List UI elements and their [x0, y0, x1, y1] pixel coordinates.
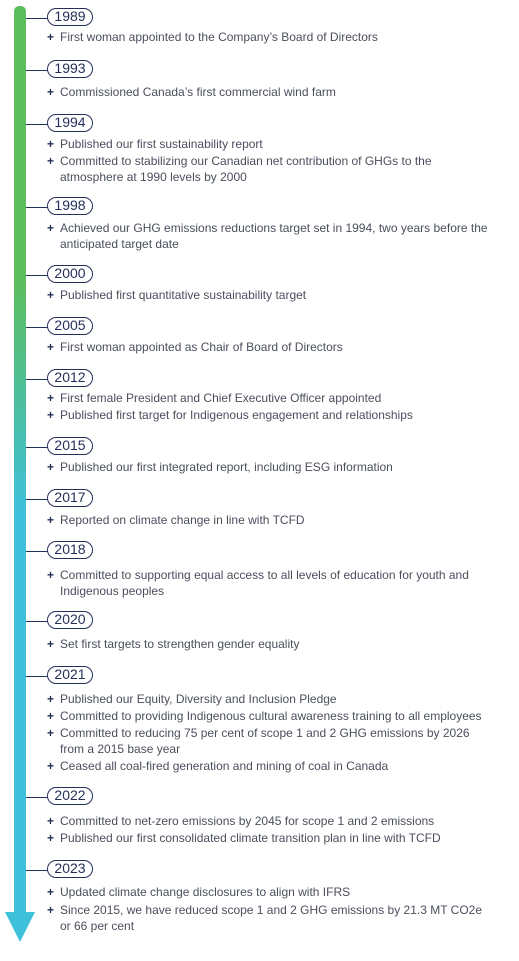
milestone-text-line: First woman appointed to the Company’s Board of Directors — [60, 30, 378, 44]
plus-icon: + — [47, 137, 55, 151]
milestone-text — [60, 408, 500, 424]
milestone-text-line: Achieved our GHG emissions reductions target set in 1994, two years before the — [60, 221, 488, 235]
milestone-text — [60, 637, 500, 653]
milestone-text — [60, 340, 500, 356]
plus-icon: + — [47, 288, 55, 302]
milestone-text-line: Committed to reducing 75 per cent of scope 1 and 2 GHG emissions by 2026 — [60, 726, 470, 740]
year-connector — [26, 499, 48, 500]
milestone-text — [60, 568, 500, 599]
milestone-text — [60, 154, 500, 185]
plus-icon: + — [47, 513, 55, 527]
milestone-text-line: Published our first integrated report, including ESG information — [60, 460, 393, 474]
milestone-text — [60, 137, 500, 153]
plus-icon: + — [47, 831, 55, 845]
year-connector — [26, 207, 48, 208]
plus-icon: + — [47, 154, 55, 168]
year-badge: 1993 — [47, 60, 93, 78]
milestone-text-line: Published our first sustainability report — [60, 137, 263, 151]
year-badge: 2018 — [47, 541, 93, 559]
year-connector — [26, 18, 48, 19]
plus-icon: + — [47, 568, 55, 582]
milestone-text — [60, 288, 500, 304]
year-badge: 2022 — [47, 787, 93, 805]
milestone-text — [60, 709, 500, 725]
milestone-text-line: Since 2015, we have reduced scope 1 and 2 GHG emissions by 21.3 MT CO2e — [60, 903, 483, 917]
milestone-text-line: anticipated target date — [60, 236, 179, 251]
plus-icon: + — [47, 814, 55, 828]
milestone-text-line: Indigenous peoples — [60, 583, 165, 598]
plus-icon: + — [47, 903, 55, 917]
milestone-text-line: Reported on climate change in line with TCFD — [60, 513, 305, 527]
year-connector — [26, 447, 48, 448]
year-connector — [26, 676, 48, 677]
milestone-text — [60, 759, 500, 775]
plus-icon: + — [47, 340, 55, 354]
plus-icon: + — [47, 460, 55, 474]
year-connector — [26, 870, 48, 871]
milestone-text-line: Updated climate change disclosures to align with IFRS — [60, 885, 351, 899]
milestone-text-line: Commissioned Canada’s first commercial wind farm — [60, 85, 336, 99]
year-connector — [26, 70, 48, 71]
year-connector — [26, 551, 48, 552]
year-connector — [26, 379, 48, 380]
plus-icon: + — [47, 692, 55, 706]
milestone-text-line: First female President and Chief Executive Officer appointed — [60, 391, 382, 405]
year-badge: 1989 — [47, 8, 93, 26]
plus-icon: + — [47, 85, 55, 99]
year-badge: 2015 — [47, 437, 93, 455]
milestone-text — [60, 885, 500, 901]
milestone-text-line: First woman appointed as Chair of Board of Directors — [60, 340, 343, 354]
milestone-text-line: Published our first consolidated climate transition plan in line with TCFD — [60, 831, 441, 845]
milestone-text — [60, 460, 500, 476]
year-badge: 2023 — [47, 860, 93, 878]
year-badge: 2005 — [47, 317, 93, 335]
milestone-text-line: atmosphere at 1990 levels by 2000 — [60, 169, 247, 184]
milestone-text — [60, 513, 500, 529]
milestone-text — [60, 814, 500, 830]
year-connector — [26, 124, 48, 125]
milestone-text — [60, 726, 500, 757]
year-connector — [26, 797, 48, 798]
year-badge: 1998 — [47, 197, 93, 215]
plus-icon: + — [47, 637, 55, 651]
year-connector — [26, 327, 48, 328]
milestone-text — [60, 85, 500, 101]
milestone-text — [60, 903, 500, 934]
year-badge: 1994 — [47, 114, 93, 132]
year-connector — [26, 275, 48, 276]
milestone-text — [60, 831, 500, 847]
milestone-text-line: or 66 per cent — [60, 918, 135, 933]
milestone-text-line: Published our Equity, Diversity and Inclusion Pledge — [60, 692, 337, 706]
milestone-text — [60, 221, 500, 252]
plus-icon: + — [47, 30, 55, 44]
plus-icon: + — [47, 709, 55, 723]
milestone-text-line: Ceased all coal-fired generation and mining of coal in Canada — [60, 759, 389, 773]
milestone-text-line: Published first quantitative sustainability target — [60, 288, 307, 302]
milestone-text-line: from a 2015 base year — [60, 741, 181, 756]
milestone-text-line: Set first targets to strengthen gender equality — [60, 637, 300, 651]
milestone-text-line: Committed to supporting equal access to all levels of education for youth and — [60, 568, 469, 582]
timeline-axis — [14, 6, 26, 914]
plus-icon: + — [47, 221, 55, 235]
plus-icon: + — [47, 759, 55, 773]
milestone-text-line: Committed to stabilizing our Canadian net contribution of GHGs to the — [60, 154, 432, 168]
year-badge: 2021 — [47, 666, 93, 684]
milestone-text-line: Committed to net-zero emissions by 2045 for scope 1 and 2 emissions — [60, 814, 435, 828]
plus-icon: + — [47, 391, 55, 405]
milestone-text — [60, 692, 500, 708]
arrow-down-icon — [5, 912, 35, 942]
year-badge: 2020 — [47, 611, 93, 629]
milestone-text-line: Published first target for Indigenous engagement and relationships — [60, 408, 413, 422]
plus-icon: + — [47, 726, 55, 740]
year-badge: 2012 — [47, 369, 93, 387]
milestone-text-line: Committed to providing Indigenous cultural awareness training to all employees — [60, 709, 482, 723]
year-connector — [26, 621, 48, 622]
plus-icon: + — [47, 408, 55, 422]
plus-icon: + — [47, 885, 55, 899]
milestone-text — [60, 30, 500, 46]
year-badge: 2000 — [47, 265, 93, 283]
year-badge: 2017 — [47, 489, 93, 507]
milestone-text — [60, 391, 500, 407]
